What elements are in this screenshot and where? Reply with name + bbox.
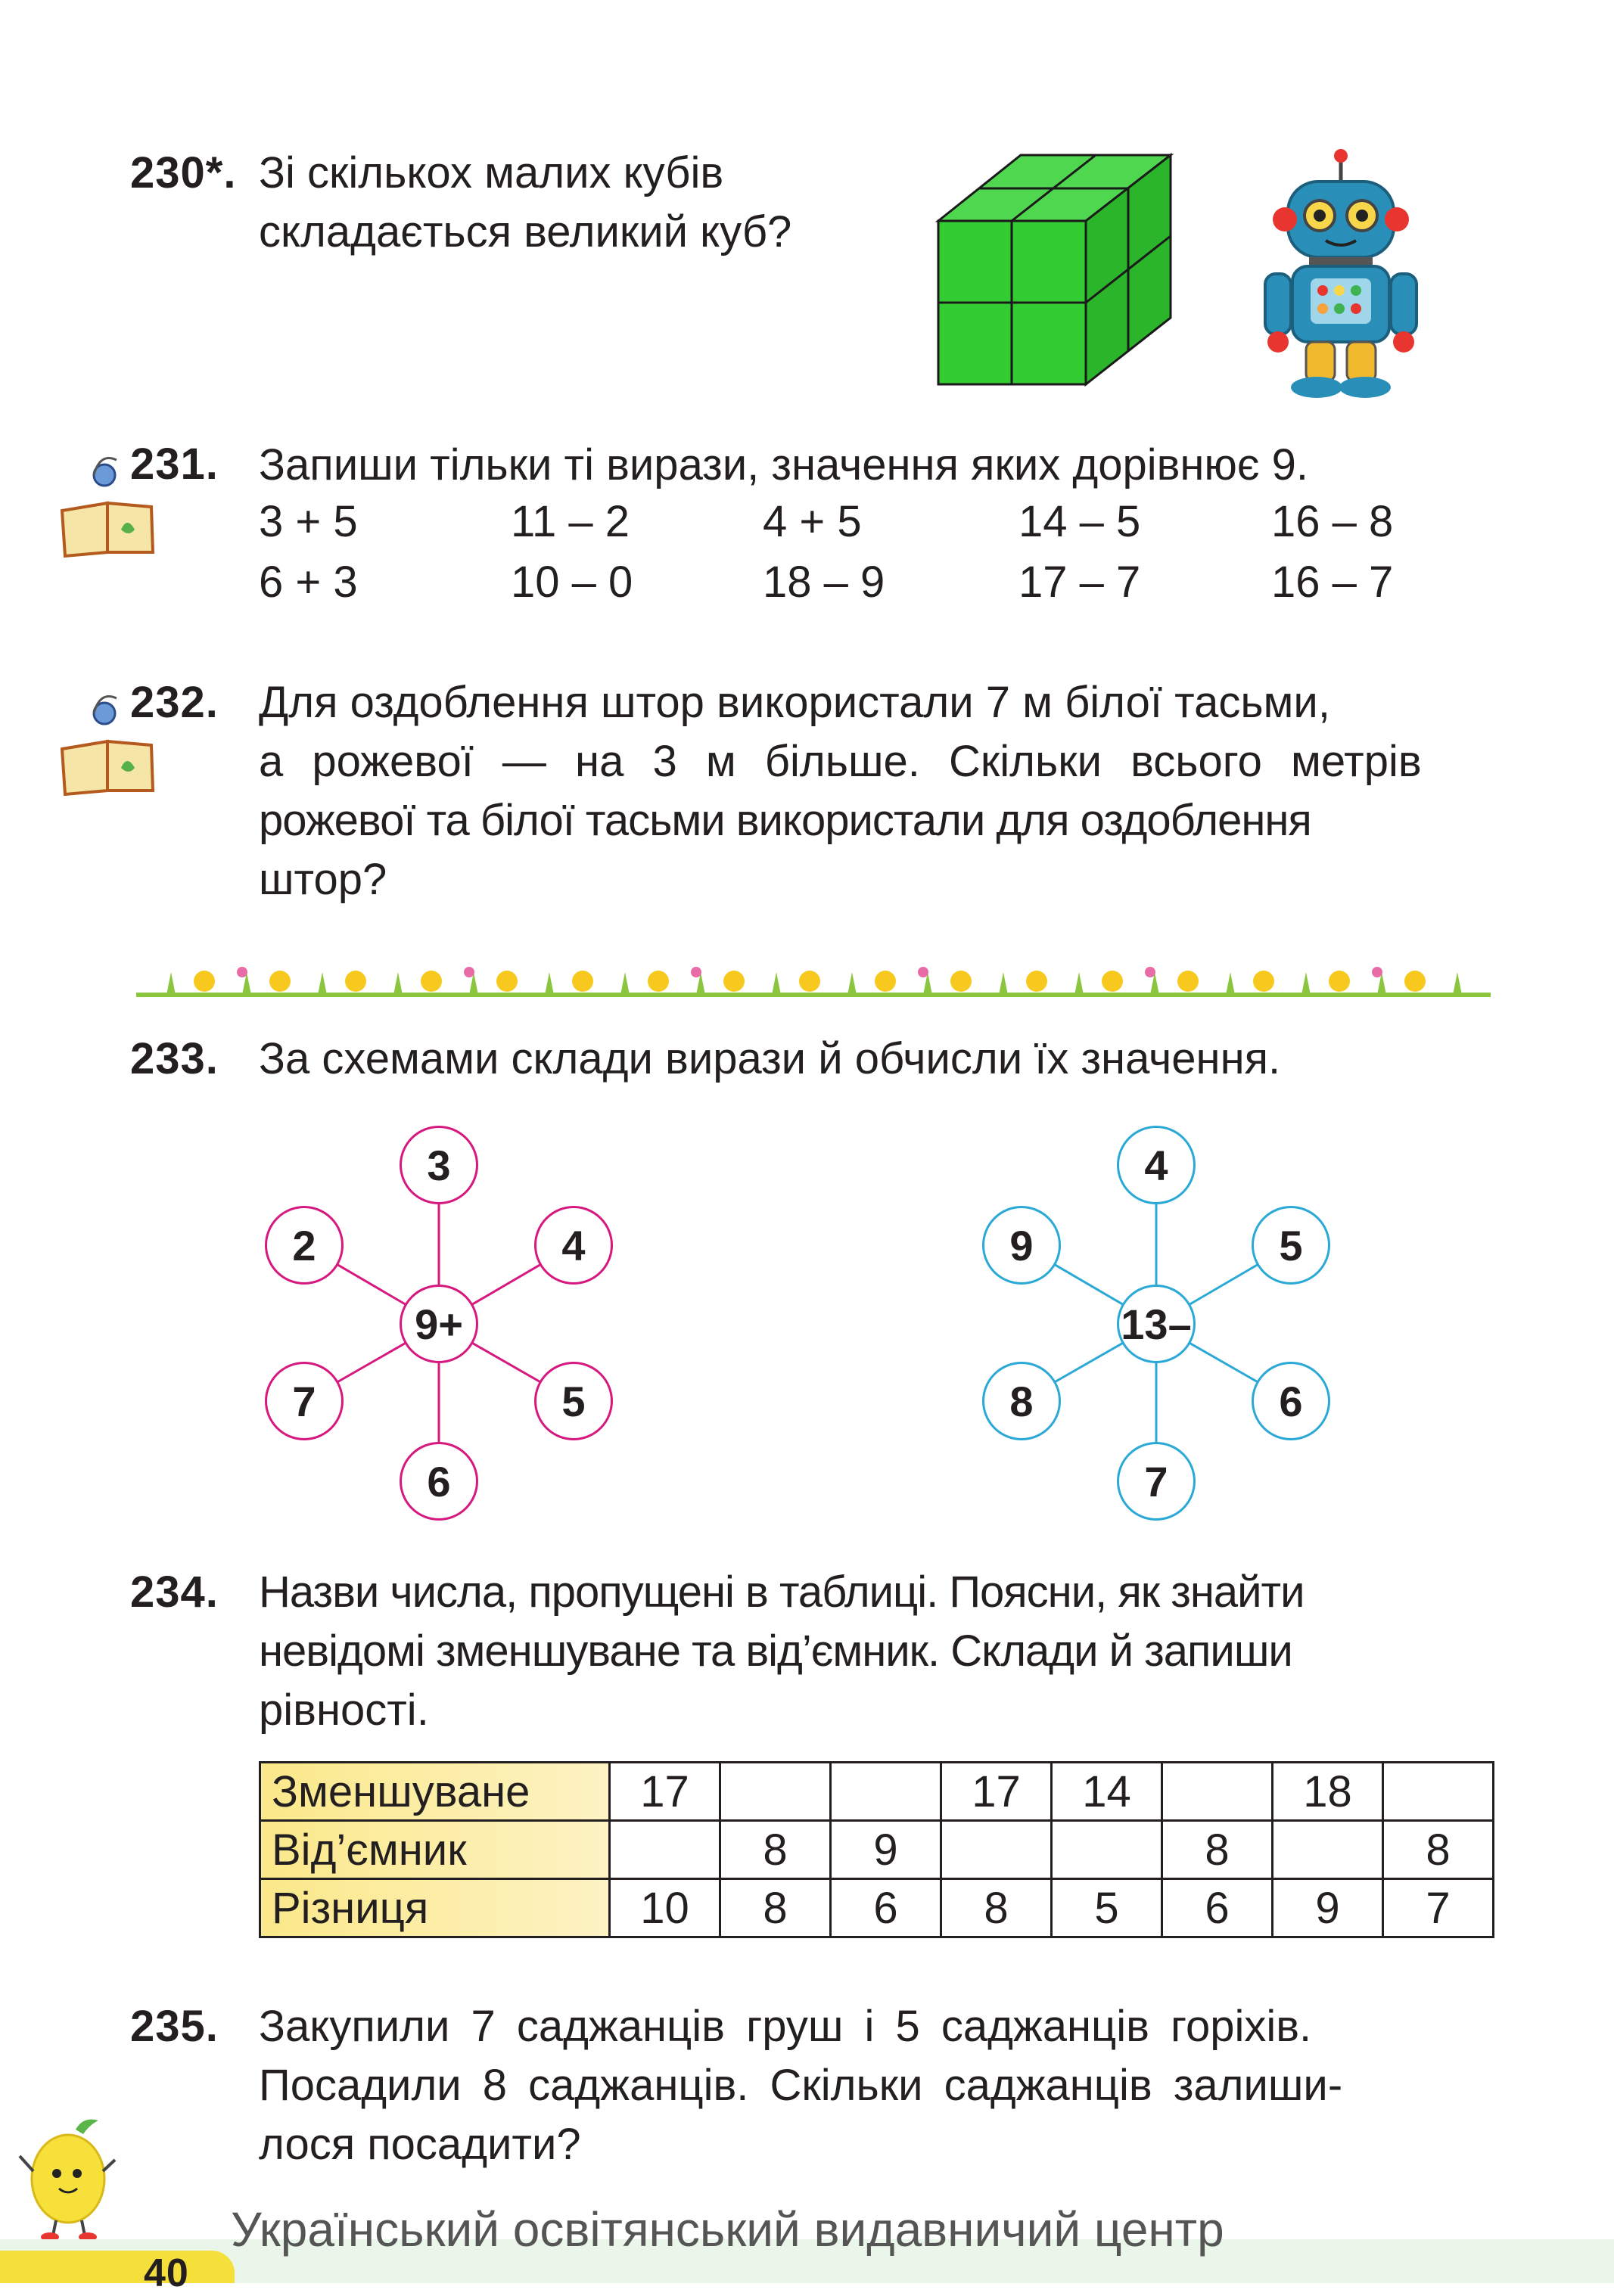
table-cell: 14 <box>1052 1763 1162 1821</box>
expression: 14 – 5 <box>1018 497 1141 546</box>
task-234-number: 234. <box>130 1567 219 1617</box>
task-232-number: 232. <box>130 678 219 727</box>
task-235-line1: Закупили 7 саджанців груш і 5 саджанців горіхів. <box>259 2002 1312 2051</box>
table-row <box>260 1821 1494 1879</box>
scheme-1-node-lower-left: 7 <box>265 1362 344 1440</box>
flower-border-decoration <box>136 949 1491 1002</box>
expression-row-2 <box>0 557 1614 616</box>
publisher-line: Український освітянський видавничий центр <box>231 2202 1224 2257</box>
table-cell: 8 <box>1162 1821 1273 1879</box>
difference-table <box>259 1761 1494 1938</box>
table-cell: 8 <box>720 1821 831 1879</box>
scheme-2-node-lower-left: 8 <box>982 1362 1061 1440</box>
table-cell: 8 <box>720 1879 831 1937</box>
robot-illustration <box>1241 144 1438 405</box>
scheme-1-node-lower-right: 5 <box>534 1362 613 1440</box>
task-231-number: 231. <box>130 440 219 489</box>
table-cell <box>720 1763 831 1821</box>
table-cell <box>1162 1763 1273 1821</box>
table-cell <box>1383 1763 1494 1821</box>
expression: 17 – 7 <box>1018 558 1141 607</box>
green-cube-figure <box>935 151 1177 393</box>
page-number-tab <box>0 2251 235 2283</box>
page-number: 40 <box>144 2251 189 2295</box>
table-cell <box>941 1821 1052 1879</box>
expression: 18 – 9 <box>763 558 885 607</box>
task-230-line2: складається великий куб? <box>259 207 792 256</box>
task-234-line1: Назви числа, пропущені в таблиці. Поясни, як знайти <box>259 1567 1305 1617</box>
task-232-line2: а рожевої — на 3 м більше. Скільки всього метрів <box>259 737 1422 786</box>
scheme-1-node-bottom: 6 <box>400 1442 478 1521</box>
scheme-2 <box>975 1120 1338 1528</box>
scheme-1-node-top: 3 <box>400 1126 478 1204</box>
expression: 4 + 5 <box>763 497 862 546</box>
task-230-number: 230*. <box>130 148 237 197</box>
scheme-2-node-upper-left: 9 <box>982 1206 1061 1285</box>
scheme-2-node-upper-right: 5 <box>1252 1206 1330 1285</box>
task-232-line4: штор? <box>259 855 387 904</box>
scheme-2-node-top: 4 <box>1117 1126 1196 1204</box>
table-cell <box>1273 1821 1383 1879</box>
lemon-mascot-illustration <box>15 2114 129 2243</box>
task-232-line3: рожевої та білої тасьми використали для оздоблення <box>259 796 1311 845</box>
scheme-1-node-upper-left: 2 <box>265 1206 344 1285</box>
table-cell: 9 <box>831 1821 941 1879</box>
scheme-2-node-lower-right: 6 <box>1252 1362 1330 1440</box>
task-234-line3: рівності. <box>259 1685 429 1735</box>
table-cell: 6 <box>831 1879 941 1937</box>
table-cell: 7 <box>1383 1879 1494 1937</box>
row-header-difference: Різниця <box>260 1879 610 1937</box>
task-230-line1: Зі скількох малих кубів <box>259 148 724 197</box>
task-232-line1: Для оздоблення штор використали 7 м білої тасьми, <box>259 678 1330 727</box>
task-235-line2: Посадили 8 саджанців. Скільки саджанців залиши- <box>259 2061 1343 2110</box>
expression: 16 – 8 <box>1271 497 1394 546</box>
expression: 11 – 2 <box>511 497 630 546</box>
table-cell: 18 <box>1273 1763 1383 1821</box>
table-cell: 9 <box>1273 1879 1383 1937</box>
table-row <box>260 1763 1494 1821</box>
expression: 6 + 3 <box>259 558 358 607</box>
table-cell: 8 <box>1383 1821 1494 1879</box>
table-cell <box>1052 1821 1162 1879</box>
task-235-number: 235. <box>130 2002 219 2051</box>
expression: 3 + 5 <box>259 497 358 546</box>
row-header-subtrahend: Від’ємник <box>260 1821 610 1879</box>
row-header-minuend: Зменшуване <box>260 1763 610 1821</box>
expression: 10 – 0 <box>511 558 633 607</box>
task-233-number: 233. <box>130 1034 219 1083</box>
table-row <box>260 1879 1494 1937</box>
table-cell: 8 <box>941 1879 1052 1937</box>
scheme-1-center: 9+ <box>400 1285 478 1363</box>
table-cell <box>831 1763 941 1821</box>
table-cell <box>610 1821 720 1879</box>
scheme-2-center: 13– <box>1117 1285 1196 1363</box>
scheme-2-node-bottom: 7 <box>1117 1442 1196 1521</box>
table-cell: 17 <box>610 1763 720 1821</box>
task-235-line3: лося посадити? <box>259 2120 581 2169</box>
scheme-1 <box>257 1120 620 1528</box>
table-cell: 6 <box>1162 1879 1273 1937</box>
task-233-prompt: За схемами склади вирази й обчисли їх значення. <box>259 1034 1281 1083</box>
table-cell: 17 <box>941 1763 1052 1821</box>
table-cell: 10 <box>610 1879 720 1937</box>
task-231-prompt: Запиши тільки ті вирази, значення яких дорівнює 9. <box>259 440 1309 489</box>
expression: 16 – 7 <box>1271 558 1394 607</box>
expression-row-1 <box>0 496 1614 555</box>
scheme-1-node-upper-right: 4 <box>534 1206 613 1285</box>
task-234-line2: невідомі зменшуване та від’ємник. Склади й запиши <box>259 1626 1292 1676</box>
table-cell: 5 <box>1052 1879 1162 1937</box>
